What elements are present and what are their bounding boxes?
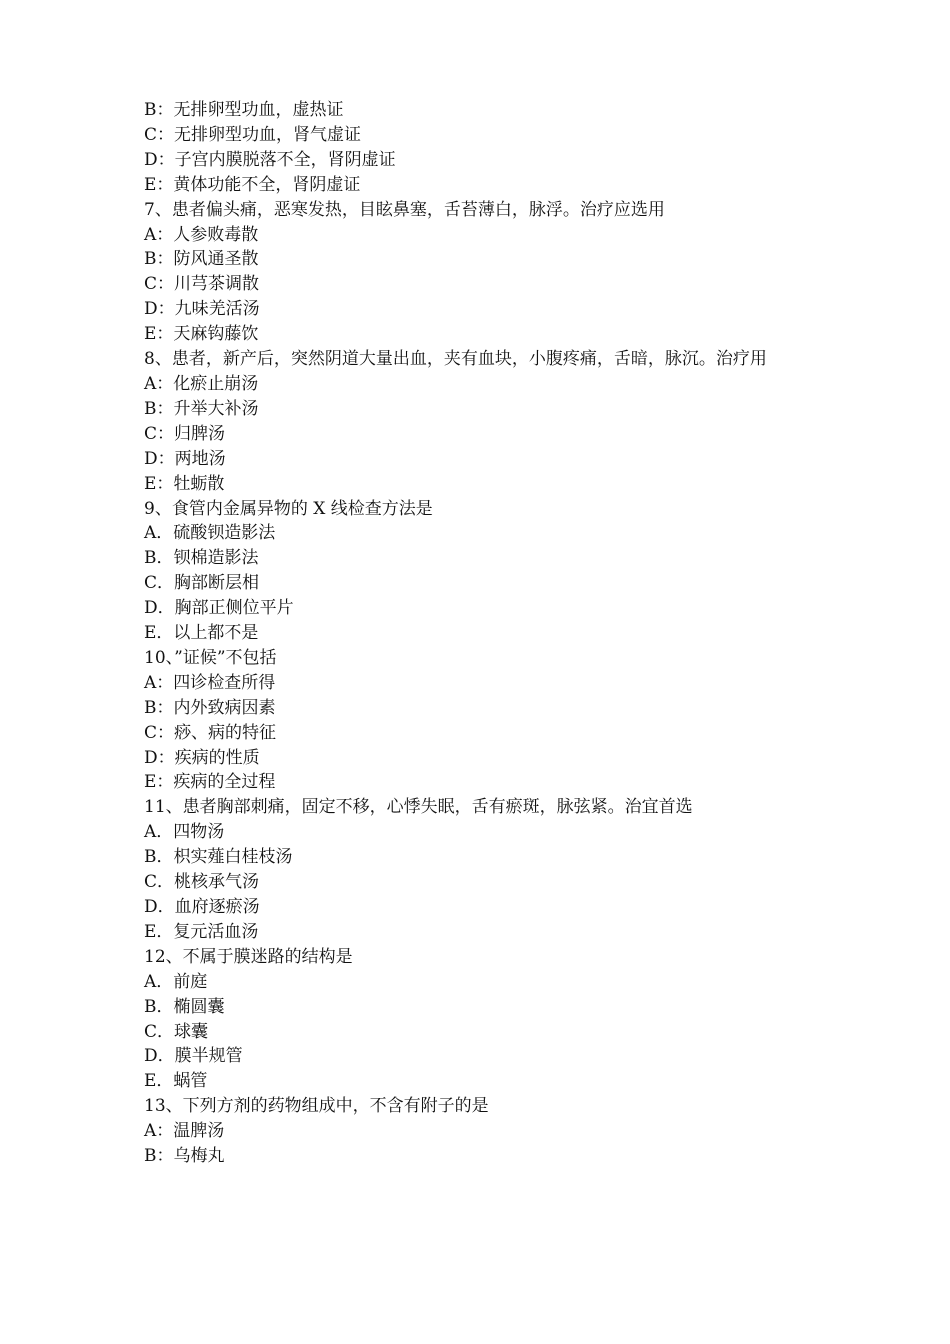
option-opt-9a: A．硫酸钡造影法 <box>144 523 276 544</box>
question-q11: 11、患者胸部刺痛，固定不移，心悸失眠，舌有瘀斑，脉弦紧。治宜首选 <box>144 797 693 818</box>
option-opt-6e: E：黄体功能不全，肾阴虚证 <box>144 174 361 195</box>
option-opt-13a: A：温脾汤 <box>144 1121 225 1142</box>
option-opt-8a: A：化瘀止崩汤 <box>144 373 259 394</box>
option-opt-6b: B：无排卵型功血，虚热证 <box>144 100 344 120</box>
option-opt-11e: E．复元活血汤 <box>144 921 259 942</box>
document-page <box>144 98 814 1169</box>
option-opt-11a: A．四物汤 <box>144 822 225 843</box>
option-opt-8e: E：牡蛎散 <box>144 473 225 494</box>
option-opt-12a: A．前庭 <box>144 971 208 992</box>
option-opt-10b: B：内外致病因素 <box>144 697 276 718</box>
option-opt-9d: D．胸部正侧位平片 <box>144 598 294 619</box>
option-opt-11b: B．枳实薤白桂枝汤 <box>144 847 293 868</box>
question-q10: 10、”证候”不包括 <box>144 647 277 668</box>
option-opt-6c: C：无排卵型功血，肾气虚证 <box>144 124 362 145</box>
option-opt-7d: D：九味羌活汤 <box>144 299 260 320</box>
option-opt-13b: B：乌梅丸 <box>144 1146 225 1167</box>
option-opt-12d: D．膜半规管 <box>144 1046 243 1067</box>
option-opt-12e: E．蜗管 <box>144 1071 208 1092</box>
option-opt-11c: C．桃核承气汤 <box>144 872 260 893</box>
question-q9: 9、食管内金属异物的 X 线检查方法是 <box>144 498 433 519</box>
option-opt-10d: D：疾病的性质 <box>144 747 260 768</box>
option-opt-12c: C．球囊 <box>144 1021 209 1042</box>
option-opt-7b: B：防风通圣散 <box>144 249 259 270</box>
option-opt-8c: C：归脾汤 <box>144 423 226 444</box>
option-opt-10a: A：四诊检查所得 <box>144 672 276 693</box>
option-opt-9e: E．以上都不是 <box>144 623 259 644</box>
option-opt-7e: E：天麻钩藤饮 <box>144 324 259 345</box>
option-opt-9c: C．胸部断层相 <box>144 573 260 594</box>
option-opt-8d: D：两地汤 <box>144 448 226 469</box>
option-opt-7a: A：人参败毒散 <box>144 224 259 245</box>
option-opt-9b: B．钡棉造影法 <box>144 548 259 569</box>
option-opt-6d: D：子宫内膜脱落不全，肾阴虚证 <box>144 149 396 170</box>
option-opt-7c: C：川芎茶调散 <box>144 274 260 295</box>
option-opt-12b: B．椭圆囊 <box>144 996 225 1017</box>
option-opt-10c: C：痧、病的特征 <box>144 722 277 743</box>
option-opt-11d: D．血府逐瘀汤 <box>144 897 260 917</box>
option-opt-10e: E：疾病的全过程 <box>144 772 276 793</box>
option-opt-8b: B：升举大补汤 <box>144 398 259 419</box>
question-q7: 7、患者偏头痛，恶寒发热，目眩鼻塞，舌苔薄白，脉浮。治疗应选用 <box>144 199 665 220</box>
question-q13: 13、下列方剂的药物组成中，不含有附子的是 <box>144 1096 489 1117</box>
question-q8: 8、患者，新产后，突然阴道大量出血，夹有血块，小腹疼痛，舌暗，脉沉。治疗用 <box>144 349 767 370</box>
question-q12: 12、不属于膜迷路的结构是 <box>144 946 353 967</box>
